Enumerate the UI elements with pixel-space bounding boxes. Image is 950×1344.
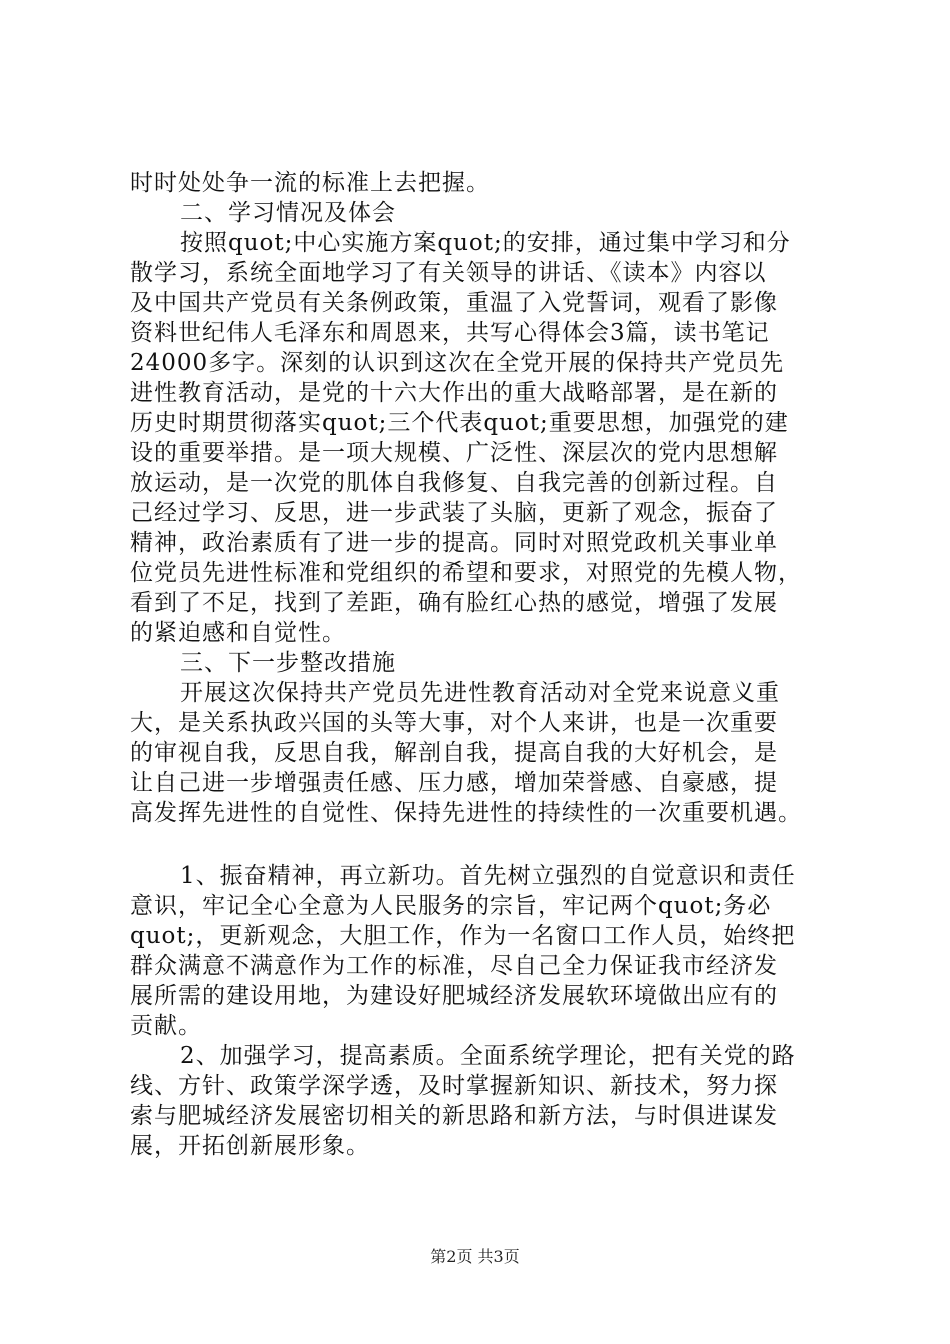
section-heading-next-steps: 三、下一步整改措施 [180,650,396,676]
text-line: 位党员先进性标准和党组织的希望和要求，对照党的先模人物， [130,560,802,586]
text-line: 的紧迫感和自觉性。 [130,620,346,646]
text-line: 看到了不足，找到了差距，确有脸红心热的感觉，增强了发展 [130,590,778,616]
text-line: 开展这次保持共产党员先进性教育活动对全党来说意义重 [180,680,780,706]
text-line: 线、方针、政策学深学透，及时掌握新知识、新技术，努力探 [130,1073,778,1099]
text-line: 索与肥城经济发展密切相关的新思路和新方法，与时俱进谋发 [130,1103,778,1129]
text-line: 展所需的建设用地，为建设好肥城经济发展软环境做出应有的 [130,983,778,1009]
text-line: 历史时期贯彻落实quot;三个代表quot;重要思想，加强党的建 [130,410,789,436]
text-line: 24000多字。深刻的认识到这次在全党开展的保持共产党员先 [130,350,785,376]
text-line: 进性教育活动，是党的十六大作出的重大战略部署，是在新的 [130,380,778,406]
page-number-footer: 第2页 共3页 [430,1247,520,1266]
text-line: 及中国共产党员有关条例政策，重温了入党誓词，观看了影像 [130,290,778,316]
list-item-2: 2、加强学习，提高素质。全面系统学理论，把有关党的路 [180,1043,796,1069]
text-line: 己经过学习、反思，进一步武装了头脑，更新了观念，振奋了 [130,500,778,526]
text-line: 放运动，是一次党的肌体自我修复、自我完善的创新过程。自 [130,470,778,496]
text-line: 散学习，系统全面地学习了有关领导的讲话、《读本》内容以 [130,260,767,286]
text-line: 高发挥先进性的自觉性、保持先进性的持续性的一次重要机遇。 [130,800,802,826]
text-line: 时时处处争一流的标准上去把握。 [130,170,490,196]
text-line: 大，是关系执政兴国的头等大事，对个人来讲，也是一次重要 [130,710,778,736]
text-line: 资料世纪伟人毛泽东和周恩来，共写心得体会3篇，读书笔记 [130,320,770,346]
text-line: 的审视自我，反思自我，解剖自我，提高自我的大好机会，是 [130,740,778,766]
text-line: 展，开拓创新展形象。 [130,1133,370,1159]
document-body [130,168,842,1161]
list-item-1: 1、振奋精神，再立新功。首先树立强烈的自觉意识和责任 [180,863,796,889]
text-line: 群众满意不满意作为工作的标准，尽自己全力保证我市经济发 [130,953,778,979]
section-heading-study: 二、学习情况及体会 [180,200,396,226]
text-line: 按照quot;中心实施方案quot;的安排，通过集中学习和分 [180,230,791,256]
text-line: 精神，政治素质有了进一步的提高。同时对照党政机关事业单 [130,530,778,556]
text-line: 意识，牢记全心全意为人民服务的宗旨，牢记两个quot;务必 [130,893,772,919]
text-line: 贡献。 [130,1013,202,1039]
paragraph-gap [130,828,842,861]
text-line: 设的重要举措。是一项大规模、广泛性、深层次的党内思想解 [130,440,778,466]
text-line: 让自己进一步增强责任感、压力感，增加荣誉感、自豪感，提 [130,770,778,796]
text-line: quot;，更新观念，大胆工作，作为一名窗口工作人员，始终把 [130,923,796,949]
